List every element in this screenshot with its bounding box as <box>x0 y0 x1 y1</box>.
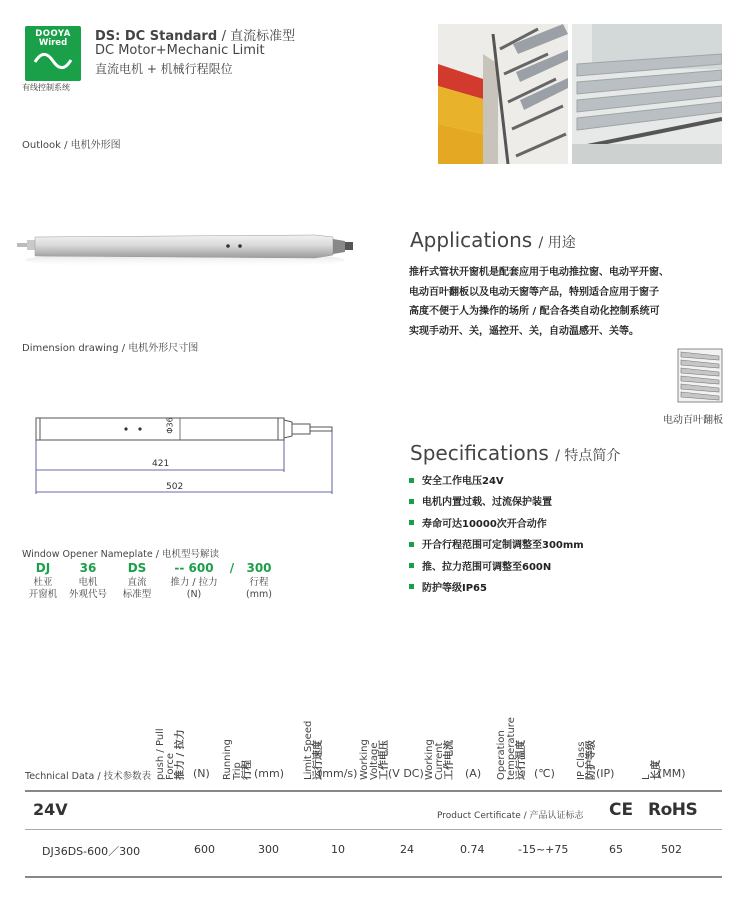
column-header-cn: 长度 <box>651 760 662 780</box>
table-divider <box>25 790 722 792</box>
subtitle-en: DC Motor+Mechanic Limit <box>95 43 265 58</box>
spec-item <box>409 474 584 495</box>
nameplate-label: Window Opener Nameplate / 电机型号解读 <box>22 549 219 560</box>
column-header-en: Current <box>434 742 445 780</box>
nameplate-desc: 开窗机 <box>28 589 58 600</box>
column-unit: (mm) <box>254 767 285 780</box>
table-cell: 0.74 <box>460 843 485 856</box>
nameplate-code: DS <box>127 561 147 575</box>
column-header-en: Running <box>222 739 233 780</box>
column-header-cn: 运行速度 <box>313 740 324 780</box>
nameplate-desc: 杜亚 <box>33 577 53 588</box>
column-unit: (N) <box>193 767 210 780</box>
certificate-label: Product Certificate / 产品认证标志 <box>437 811 584 821</box>
nameplate-desc: 标准型 <box>122 589 152 600</box>
table-divider <box>25 829 722 830</box>
spec-item-text: 防护等级IP65 <box>422 582 487 594</box>
column-header-en: Working <box>424 739 435 780</box>
applications-line: 高度不便于人为操作的场所 / 配合各类自动化控制系统可 <box>409 306 660 317</box>
table-cell: -15~+75 <box>518 843 569 856</box>
louver-photo-gray <box>572 24 722 164</box>
column-header-en: Operation <box>496 730 507 780</box>
applications-line: 推杆式管状开窗机是配套应用于电动推拉窗、电动平开窗、 <box>409 267 669 278</box>
motor-photo <box>15 225 360 275</box>
applications-line: 实现手动开、关，遥控开、关，自动温感开、关等。 <box>409 325 639 337</box>
nameplate-part <box>240 561 278 601</box>
applications-title-cn: / 用途 <box>538 235 576 251</box>
bullet-square-icon <box>409 542 414 547</box>
nameplate-code: / <box>229 561 235 575</box>
spec-item <box>409 538 584 559</box>
bullet-square-icon <box>409 478 414 483</box>
nameplate-desc: 外观代号 <box>68 589 107 600</box>
column-header-cn: 工作电流 <box>444 740 455 780</box>
column-header-cn: 工作电压 <box>379 740 390 780</box>
column-header-en: Force <box>165 752 176 780</box>
bullet-square-icon <box>409 584 414 589</box>
dimension-label: Dimension drawing / 电机外形尺寸图 <box>22 343 199 354</box>
table-cell: 10 <box>331 843 345 856</box>
rohs-mark-icon: RoHS <box>648 800 698 820</box>
column-header-en: IP Class <box>576 741 587 780</box>
spec-item <box>409 560 584 581</box>
diameter-label: Φ36 <box>165 417 175 434</box>
nameplate-desc: 推力 / 拉力 <box>170 577 218 588</box>
subtitle-cn: 直流电机 + 机械行程限位 <box>95 62 233 76</box>
table-cell: 65 <box>609 843 623 856</box>
table-cell: 300 <box>258 843 279 856</box>
logo-brand-text: DOOYA <box>35 29 71 39</box>
specifications-list <box>409 474 584 602</box>
nameplate-code: 36 <box>79 561 97 575</box>
table-cell: 600 <box>194 843 215 856</box>
column-header-cn: 推力 / 拉力 <box>175 729 186 780</box>
nameplate-desc: 电机 <box>78 577 98 588</box>
applications-heading <box>410 228 576 252</box>
applications-title-en: Applications <box>410 228 533 252</box>
nameplate-part <box>160 561 228 601</box>
column-header-en: temperature <box>506 717 517 780</box>
nameplate-part <box>66 561 110 601</box>
page-title <box>95 25 295 44</box>
column-header-en: Working <box>359 739 370 780</box>
table-cell: 24 <box>400 843 414 856</box>
column-header-cn: 防护等级 <box>586 740 597 780</box>
spec-item <box>409 517 584 538</box>
nameplate-desc: 行程 <box>249 577 269 588</box>
column-unit: (℃) <box>534 767 555 780</box>
table-cell-model: DJ36DS-600／300 <box>42 845 141 858</box>
spec-item <box>409 495 584 516</box>
nameplate-desc: (N) <box>186 589 202 600</box>
nameplate-part <box>226 561 238 577</box>
tech-data-label: Technical Data / 技术参数表 <box>25 771 152 782</box>
nameplate-part <box>118 561 156 601</box>
spec-item-text: 寿命可达10000次开合动作 <box>422 518 547 530</box>
logo-caption: 有线控制系统 <box>22 83 70 92</box>
spec-item-text: 安全工作电压24V <box>422 476 504 487</box>
bullet-square-icon <box>409 520 414 525</box>
nameplate-code: 300 <box>246 561 272 575</box>
spec-item-text: 推、拉力范围可调整至600N <box>422 561 552 573</box>
louver-photo-colored <box>438 24 568 164</box>
column-header-en: Trip <box>232 762 243 780</box>
table-divider <box>25 876 722 878</box>
applications-line: 电动百叶翻板以及电动天窗等产品，特别适合应用于窗子 <box>409 286 659 298</box>
spec-item-text: 电机内置过载、过流保护装置 <box>422 497 552 509</box>
column-header-en: Voltage <box>369 742 380 780</box>
dimension-drawing <box>30 410 350 500</box>
specifications-heading <box>410 441 620 465</box>
column-unit: (MM) <box>658 767 686 780</box>
voltage-group-label: 24V <box>33 800 68 819</box>
specifications-title-en: Specifications <box>410 441 549 465</box>
ce-mark-icon: CE <box>609 800 634 820</box>
column-header-cn: 运行温度 <box>516 740 527 780</box>
nameplate-desc: 直流 <box>127 577 147 588</box>
column-header-en: push / Pull <box>155 728 166 780</box>
wave-icon <box>33 50 73 72</box>
brand-logo <box>25 26 81 81</box>
nameplate-code: -- 600 <box>174 561 214 575</box>
specifications-title-cn: / 特点简介 <box>555 448 621 464</box>
body-length-label: 421 <box>152 459 170 469</box>
title-cn: / 直流标准型 <box>221 29 296 44</box>
column-header-en: Limit Speed <box>303 720 314 780</box>
logo-sub-text: Wired <box>38 38 68 48</box>
bullet-square-icon <box>409 499 414 504</box>
column-header-en: L <box>641 774 652 780</box>
column-header-cn: 行程 <box>242 760 253 780</box>
outlook-label: Outlook / 电机外形图 <box>22 140 121 151</box>
title-en: DS: DC Standard <box>95 29 218 44</box>
louver-panel-image <box>677 348 723 403</box>
bullet-square-icon <box>409 563 414 568</box>
applications-text <box>409 263 709 341</box>
nameplate-code: DJ <box>35 561 51 575</box>
column-unit: (V DC) <box>388 767 424 780</box>
nameplate-part <box>25 561 61 601</box>
spec-item-text: 开合行程范围可定制调整至300mm <box>422 540 584 552</box>
table-cell: 502 <box>661 843 682 856</box>
louver-caption: 电动百叶翻板 <box>663 415 723 426</box>
spec-item <box>409 581 584 602</box>
column-unit: (IP) <box>596 767 615 780</box>
total-length-label: 502 <box>166 482 184 492</box>
column-unit: (mm/s) <box>318 767 358 780</box>
column-unit: (A) <box>465 767 482 780</box>
nameplate-desc: (mm) <box>246 589 272 600</box>
